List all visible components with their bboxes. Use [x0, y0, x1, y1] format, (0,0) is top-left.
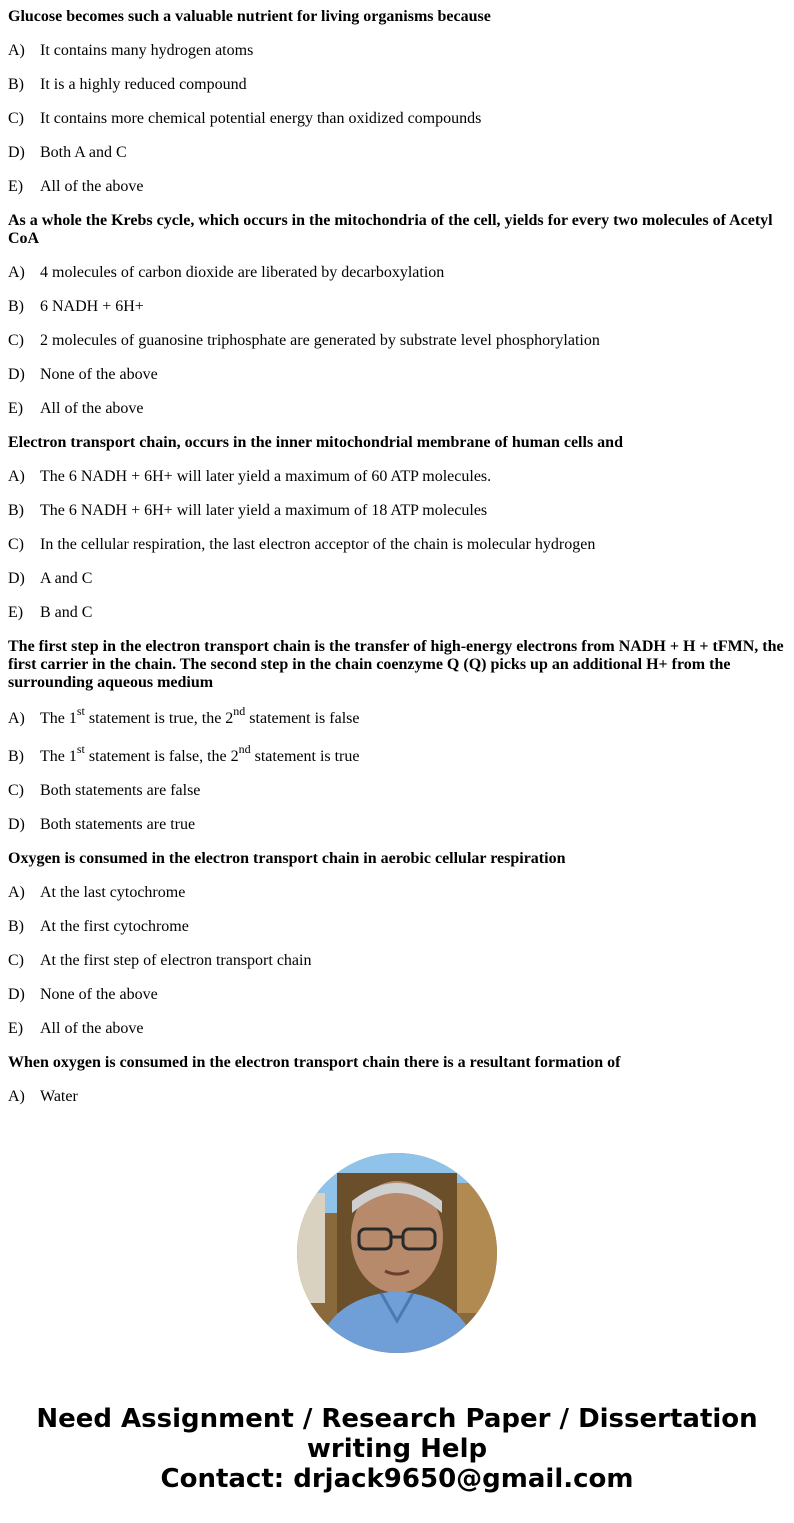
question-5-text: Oxygen is consumed in the electron transport chain in aerobic cellular respiration [8, 850, 566, 867]
question-2-option-e[interactable] [8, 384, 786, 418]
promo-line-1: Need Assignment / Research Paper / Dissertation [36, 1404, 758, 1434]
option-text: 4 molecules of carbon dioxide are liberated by decarboxylation [40, 264, 445, 281]
option-text-part: The 1 [40, 710, 77, 727]
option-text: 6 NADH + 6H+ [40, 298, 144, 315]
option-text: It contains many hydrogen atoms [40, 42, 254, 59]
option-label: B) [8, 298, 24, 315]
question-1-option-b[interactable] [8, 60, 786, 94]
option-text-part: statement is false [245, 710, 360, 727]
question-4-option-a[interactable] [8, 692, 786, 728]
option-text: All of the above [40, 178, 144, 195]
ordinal-suffix: st [76, 703, 85, 718]
question-2-option-d[interactable] [8, 350, 786, 384]
option-label: D) [8, 570, 25, 587]
option-text: Both statements are true [40, 816, 196, 833]
option-label: C) [8, 952, 24, 969]
question-1-option-d[interactable] [8, 128, 786, 162]
promo-contact[interactable]: Contact: drjack9650@gmail.com [160, 1464, 634, 1494]
option-text-part: statement is true, the 2 [84, 710, 234, 727]
promo-line-2: writing Help [306, 1434, 488, 1464]
option-label: A) [8, 468, 25, 485]
option-text: The 6 NADH + 6H+ will later yield a maximum of 18 ATP molecules [40, 502, 488, 519]
background-carving-right [457, 1183, 497, 1313]
option-label: E) [8, 178, 24, 195]
question-5-option-c[interactable] [8, 936, 786, 970]
ordinal-suffix: st [76, 741, 85, 756]
option-text: All of the above [40, 400, 144, 417]
option-text: The 6 NADH + 6H+ will later yield a maximum of 60 ATP molecules. [40, 468, 492, 485]
question-6-option-a[interactable] [8, 1072, 786, 1106]
option-text: At the last cytochrome [40, 884, 186, 901]
question-1-option-c[interactable] [8, 94, 786, 128]
option-text: At the first cytochrome [40, 918, 189, 935]
option-label: B) [8, 918, 24, 935]
question-5-option-d[interactable] [8, 970, 786, 1004]
option-text: It contains more chemical potential energy than oxidized compounds [40, 110, 482, 127]
option-text: In the cellular respiration, the last electron acceptor of the chain is molecular hydrogen [40, 536, 596, 553]
option-label: C) [8, 332, 24, 349]
question-3-text: Electron transport chain, occurs in the inner mitochondrial membrane of human cells and [8, 434, 623, 451]
option-text: B and C [40, 604, 93, 621]
option-label: B) [8, 76, 24, 93]
option-text-part: statement is false, the 2 [84, 748, 239, 765]
option-label: E) [8, 1020, 24, 1037]
question-1-text: Glucose becomes such a valuable nutrient for living organisms because [8, 8, 491, 25]
promo-banner [0, 1404, 794, 1494]
option-label: C) [8, 782, 24, 799]
question-2-option-b[interactable] [8, 282, 786, 316]
question-2-option-a[interactable] [8, 248, 786, 282]
question-3-option-c[interactable] [8, 520, 786, 554]
question-1-option-e[interactable] [8, 162, 786, 196]
option-text-part: statement is true [250, 748, 360, 765]
question-list [8, 0, 786, 1106]
question-5-option-b[interactable] [8, 902, 786, 936]
option-label: B) [8, 748, 24, 765]
option-label: D) [8, 144, 25, 161]
question-4-option-d[interactable] [8, 800, 786, 834]
option-label: A) [8, 710, 25, 727]
option-label: E) [8, 604, 24, 621]
option-label: D) [8, 366, 25, 383]
option-label: D) [8, 816, 25, 833]
option-label: E) [8, 400, 24, 417]
option-text: All of the above [40, 1020, 144, 1037]
option-text: None of the above [40, 366, 158, 383]
question-6-text: When oxygen is consumed in the electron transport chain there is a resultant formation of [8, 1054, 621, 1071]
ordinal-suffix: nd [233, 703, 246, 718]
question-5-option-a[interactable] [8, 868, 786, 902]
option-text: 2 molecules of guanosine triphosphate are generated by substrate level phosphorylation [40, 332, 600, 349]
option-label: A) [8, 264, 25, 281]
question-2-text: As a whole the Krebs cycle, which occurs in the mitochondria of the cell, yields for every two molecules of Acetyl CoA [8, 212, 773, 247]
question-3-option-b[interactable] [8, 486, 786, 520]
question-4-option-b[interactable] [8, 728, 786, 766]
option-text: Both A and C [40, 144, 127, 161]
option-label: B) [8, 502, 24, 519]
question-4-option-c[interactable] [8, 766, 786, 800]
option-label: D) [8, 986, 25, 1003]
question-4-text: The first step in the electron transport chain is the transfer of high-energy electrons from NADH + H + tFMN, the first carrier in the chain. The second step in the chain coenzyme Q (Q) picks up an additional H+ from the surrounding aqueous medium [8, 638, 784, 691]
option-text: At the first step of electron transport chain [40, 952, 312, 969]
option-text-part: The 1 [40, 748, 77, 765]
option-label: C) [8, 536, 24, 553]
option-label: A) [8, 42, 25, 59]
option-text: Both statements are false [40, 782, 201, 799]
question-3-option-e[interactable] [8, 588, 786, 622]
option-text: A and C [40, 570, 93, 587]
option-text: Water [40, 1088, 78, 1105]
option-label: C) [8, 110, 24, 127]
option-label: A) [8, 884, 25, 901]
ordinal-suffix: nd [238, 741, 251, 756]
option-text: It is a highly reduced compound [40, 76, 247, 93]
author-avatar-photo [297, 1153, 497, 1353]
question-1-option-a[interactable] [8, 26, 786, 60]
option-text: None of the above [40, 986, 158, 1003]
option-label: A) [8, 1088, 25, 1105]
background-panel-left [297, 1193, 325, 1303]
question-2-option-c[interactable] [8, 316, 786, 350]
question-3-option-a[interactable] [8, 452, 786, 486]
question-3-option-d[interactable] [8, 554, 786, 588]
question-5-option-e[interactable] [8, 1004, 786, 1038]
author-portrait [297, 1153, 497, 1353]
